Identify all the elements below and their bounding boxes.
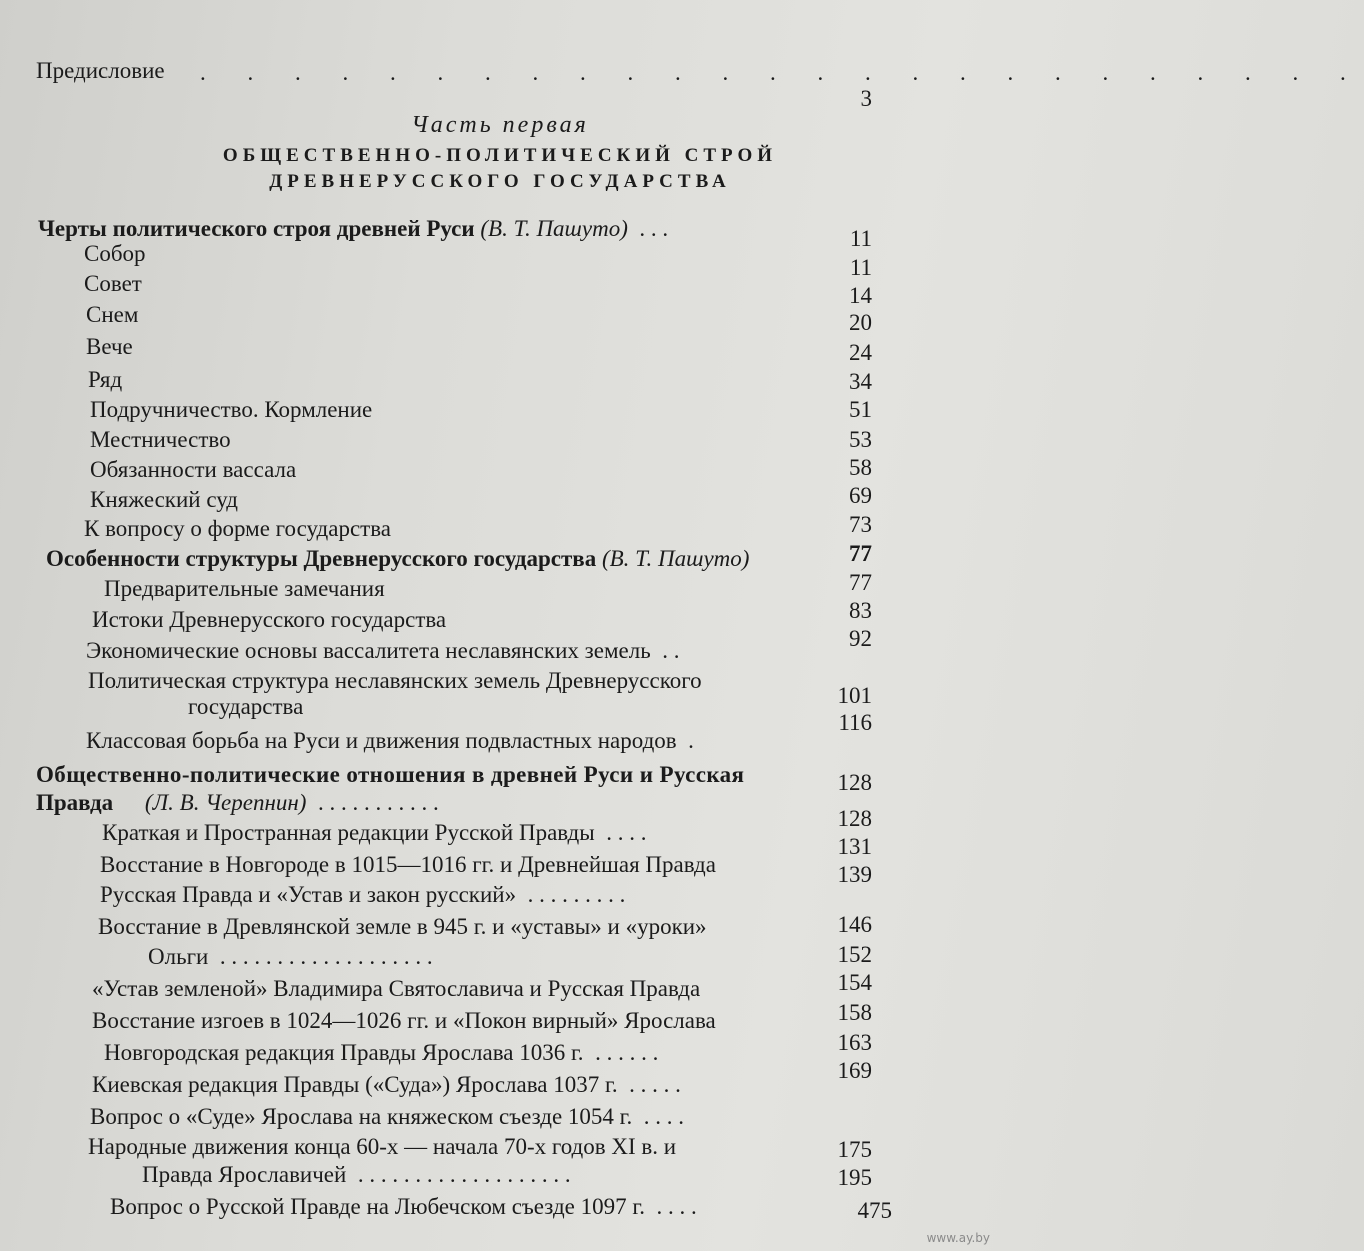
dot-leader: . . . . bbox=[650, 1194, 697, 1219]
toc-entry: Подручничество. Кормление bbox=[90, 397, 373, 422]
toc-entry: Народные движения конца 60-х — начала 70-х годов XI в. и bbox=[88, 1134, 677, 1159]
chapter-title-continuation bbox=[36, 790, 439, 816]
dot-leader: . . . . . . bbox=[589, 1040, 659, 1065]
toc-entry: Снем bbox=[86, 302, 139, 327]
part-heading-line1: ОБЩЕСТВЕННО-ПОЛИТИЧЕСКИЙ СТРОЙ bbox=[222, 145, 778, 166]
toc-entry: Предварительные замечания bbox=[104, 576, 385, 601]
toc-page-number: 58 bbox=[849, 455, 872, 480]
toc-entry bbox=[102, 820, 646, 846]
toc-entry bbox=[92, 1072, 681, 1098]
toc-entry-continuation bbox=[142, 1162, 571, 1188]
toc-page-number: 77 bbox=[849, 570, 872, 595]
dot-leader: . . . . . . . . . . . bbox=[312, 790, 439, 815]
part-heading-line2: ДРЕВНЕРУССКОГО ГОСУДАРСТВА bbox=[269, 171, 731, 192]
toc-page-number: 146 bbox=[837, 912, 872, 937]
toc-entry: К вопросу о форме государства bbox=[84, 516, 391, 541]
toc-entry: Обязанности вассала bbox=[90, 457, 297, 482]
toc-page-number: 51 bbox=[849, 397, 872, 422]
toc-page-number: 53 bbox=[849, 427, 872, 452]
toc-entry: Восстание в Новгороде в 1015—1016 гг. и Древнейшая Правда bbox=[100, 852, 716, 877]
toc-entry: Местничество bbox=[90, 427, 231, 452]
toc-page-number: 34 bbox=[849, 369, 872, 394]
toc-page-number: 92 bbox=[849, 626, 872, 651]
toc-page-number: 73 bbox=[849, 512, 872, 537]
toc-entry bbox=[86, 728, 694, 754]
toc-page-number: 131 bbox=[837, 834, 872, 859]
chapter-page: 128 bbox=[837, 770, 872, 795]
toc-page-number: 175 bbox=[837, 1137, 872, 1162]
toc-entry-text: Правда Ярославичей bbox=[142, 1162, 347, 1187]
toc-entry: «Устав земленой» Владимира Святославича и Русская Правда bbox=[92, 976, 701, 1001]
dot-leader: . . . . . . . . . bbox=[521, 882, 626, 907]
toc-page-number: 83 bbox=[849, 598, 872, 623]
toc-entry: Восстание изгоев в 1024—1026 гг. и «Покон вирный» Ярослава bbox=[92, 1008, 716, 1033]
toc-entry-text: Вопрос о Русской Правде на Любечском съезде 1097 г. bbox=[110, 1194, 645, 1219]
chapter-page: 77 bbox=[849, 541, 872, 566]
toc-entry-text: Вопрос о «Суде» Ярослава на княжеском съезде 1054 г. bbox=[90, 1104, 633, 1129]
toc-entry-text: Новгородская редакция Правды Ярослава 1036 г. bbox=[104, 1040, 584, 1065]
chapter-title-text: Особенности структуры Древнерусского государства bbox=[46, 546, 597, 571]
page-number: 475 bbox=[857, 1198, 892, 1223]
toc-entry: Истоки Древнерусского государства bbox=[92, 607, 447, 632]
dot-leader: . . bbox=[656, 638, 680, 663]
toc-page-number: 154 bbox=[837, 970, 872, 995]
toc-page-number: 128 bbox=[837, 806, 872, 831]
toc-entry: Собор bbox=[84, 241, 146, 266]
dot-leader: . . . . bbox=[638, 1104, 685, 1129]
toc-entry: Княжеский суд bbox=[90, 487, 239, 512]
dot-leader: . . . . bbox=[600, 820, 647, 845]
toc-page-number: 24 bbox=[849, 340, 872, 365]
toc-entry-text: Краткая и Пространная редакции Русской Правды bbox=[102, 820, 595, 845]
chapter-author: (В. Т. Пашуто) bbox=[601, 546, 750, 571]
toc-entry: Восстание в Древлянской земле в 945 г. и «уставы» и «уроки» bbox=[98, 914, 707, 939]
toc-page-number: 139 bbox=[837, 862, 872, 887]
chapter-title bbox=[38, 216, 668, 242]
toc-page-number: 101 bbox=[837, 683, 872, 708]
chapter-author: (Л. В. Черепнин) bbox=[144, 790, 307, 815]
toc-entry bbox=[86, 638, 679, 664]
toc-page-number: 116 bbox=[838, 710, 872, 735]
preface-page: 3 bbox=[860, 86, 872, 111]
chapter-title-text: Черты политического строя древней Руси bbox=[38, 216, 475, 241]
toc-entry bbox=[110, 1194, 697, 1220]
toc-entry bbox=[104, 1040, 658, 1066]
toc-entry bbox=[100, 882, 625, 908]
toc-page-number: 163 bbox=[837, 1030, 872, 1055]
toc-entry-text: Ольги bbox=[148, 944, 209, 969]
toc-page-number: 169 bbox=[837, 1058, 872, 1083]
toc-page-number: 152 bbox=[837, 942, 872, 967]
toc-page-number: 158 bbox=[837, 1000, 872, 1025]
toc-page-number: 69 bbox=[849, 483, 872, 508]
chapter-title-text: Правда bbox=[36, 790, 114, 815]
dot-leader: . bbox=[682, 728, 694, 753]
toc-entry-continuation: государства bbox=[188, 694, 304, 719]
dot-leader: . . . . . . . . . . . . . . . . . . . . . . . . . bbox=[200, 60, 1364, 85]
toc-entry-continuation bbox=[148, 944, 433, 970]
dot-leader: . . . bbox=[633, 216, 669, 241]
preface-label: Предисловие bbox=[36, 58, 165, 83]
chapter-title bbox=[46, 546, 749, 572]
toc-page-number: 195 bbox=[837, 1165, 872, 1190]
toc-entry-text: Киевская редакция Правды («Суда») Ярослава 1037 г. bbox=[92, 1072, 618, 1097]
dot-leader: . . . . . . . . . . . . . . . . . . . bbox=[214, 944, 433, 969]
chapter-page: 11 bbox=[849, 226, 872, 251]
chapter-author: (В. Т. Пашуто) bbox=[480, 216, 628, 241]
toc-entry: Ряд bbox=[88, 367, 123, 392]
toc-entry bbox=[90, 1104, 684, 1130]
toc-entry-text: Русская Правда и «Устав и закон русский» bbox=[100, 882, 517, 907]
chapter-title-text: Общественно-политические отношения в древней Руси и Русская bbox=[36, 762, 745, 787]
toc-page-number: 20 bbox=[849, 310, 872, 335]
toc-page-number: 11 bbox=[849, 255, 872, 280]
toc-page-number: 14 bbox=[849, 283, 872, 308]
toc-entry: Совет bbox=[84, 271, 142, 296]
part-label: Часть первая bbox=[411, 112, 589, 138]
dot-leader: . . . . . . . . . . . . . . . . . . . bbox=[352, 1162, 571, 1187]
watermark: www.ay.by bbox=[926, 1231, 990, 1245]
dot-leader: . . . . . bbox=[623, 1072, 681, 1097]
toc-entry-text: Классовая борьба на Руси и движения подвластных народов bbox=[86, 728, 677, 753]
toc-entry-text: Экономические основы вассалитета неславянских земель bbox=[86, 638, 651, 663]
toc-entry: Политическая структура неславянских земель Древнерусского bbox=[88, 668, 702, 693]
toc-entry: Вече bbox=[86, 334, 133, 359]
